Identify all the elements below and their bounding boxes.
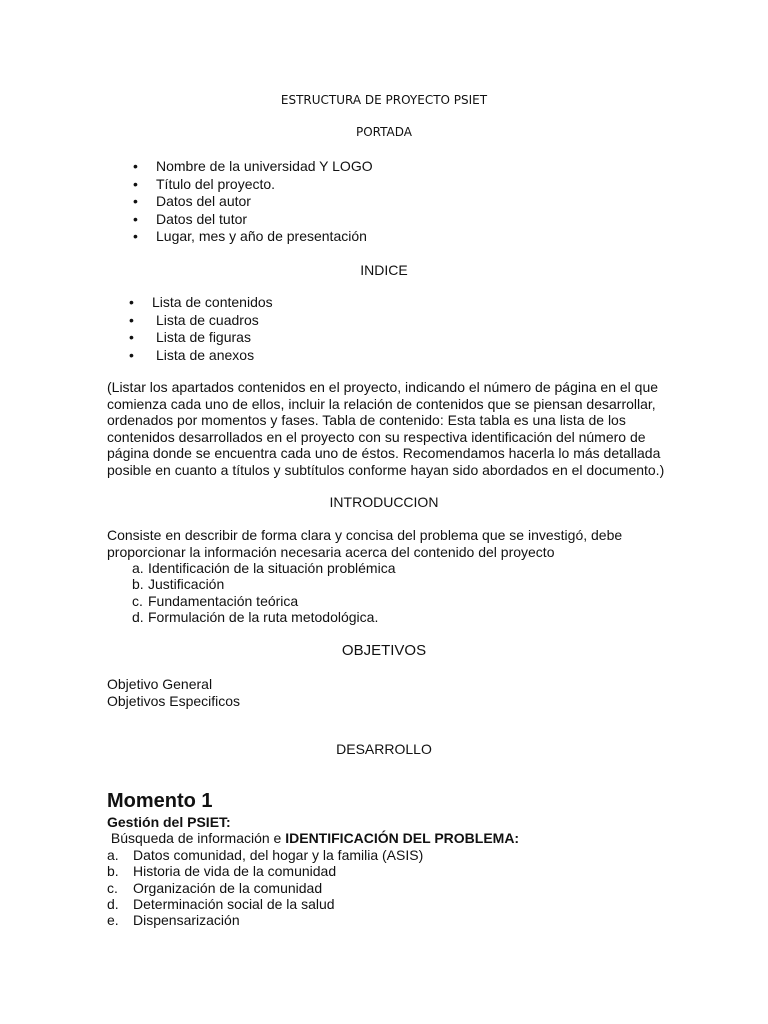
list-item: • Título del proyecto. [133,175,276,192]
list-item: b. Justificación [132,576,225,593]
momento-heading: Momento 1 [107,790,213,812]
list-item: d. Determinación social de la salud [107,895,335,912]
indice-list [0,294,640,364]
list-item: • Lugar, mes y año de presentación [133,228,367,244]
list-item: b. Historia de vida de la comunidad [107,863,337,880]
objetivos-list [107,676,667,709]
desarrollo-list [0,847,640,928]
busqueda-bold: IDENTIFICACIÓN DEL PROBLEMA: [285,830,520,846]
list-item: • Nombre de la universidad Y LOGO [133,158,373,174]
list-item: • Lista de cuadros [129,311,259,328]
list-item: Objetivos Especificos [107,692,241,709]
introduccion-paragraph: Consiste en describir de forma clara y concisa del problema que se investigó, debe proporcionar la información necesaria acerca del contenido del proyecto [107,527,623,560]
list-item: a. Datos comunidad, del hogar y la familia (ASIS) [107,847,424,863]
indice-heading: INDICE [360,262,408,278]
objetivos-heading: OBJETIVOS [341,642,427,659]
list-item: Objetivo General [107,676,213,692]
list-item: • Datos del tutor [133,210,248,227]
list-item: • Lista de figuras [129,329,251,345]
list-item: c. Organización de la comunidad [107,879,323,896]
list-item: • Datos del autor [133,193,251,209]
desarrollo-heading: DESARROLLO [336,741,432,757]
list-item: • Lista de contenidos [129,294,273,310]
portada-list [0,158,640,246]
gestion-heading: Gestión del PSIET: [107,814,231,830]
indice-note: (Listar los apartados contenidos en el proyecto, indicando el número de página en el que comienza cada uno de ellos, incluir la relación de contenidos que se piensan desarrollar, ordenados por momentos y fases. Tabla de contenido: Esta tabla es una lista de los contenidos desarrollados en el proyecto con su respectiva identificación del número de página donde se encuentra cada uno de éstos. Recomendamos hacerla lo más detallada posible en cuanto a títulos y subtítulos conforme hayan sido abordados en el documento.) [107,379,665,478]
list-item: d. Formulación de la ruta metodológica. [132,608,379,625]
portada-heading: PORTADA [356,125,412,139]
busqueda-line: Búsqueda de información e IDENTIFICACIÓN DEL PROBLEMA: [107,830,520,846]
list-item: a. Identificación de la situación problémica [132,560,396,576]
document-title: ESTRUCTURA DE PROYECTO PSIET [280,93,488,107]
list-item: c. Fundamentación teórica [132,592,299,609]
introduccion-heading: INTRODUCCION [329,494,439,510]
introduccion-list [0,560,640,625]
list-item: e. Dispensarización [107,912,240,929]
list-item: • Lista de anexos [129,346,255,363]
